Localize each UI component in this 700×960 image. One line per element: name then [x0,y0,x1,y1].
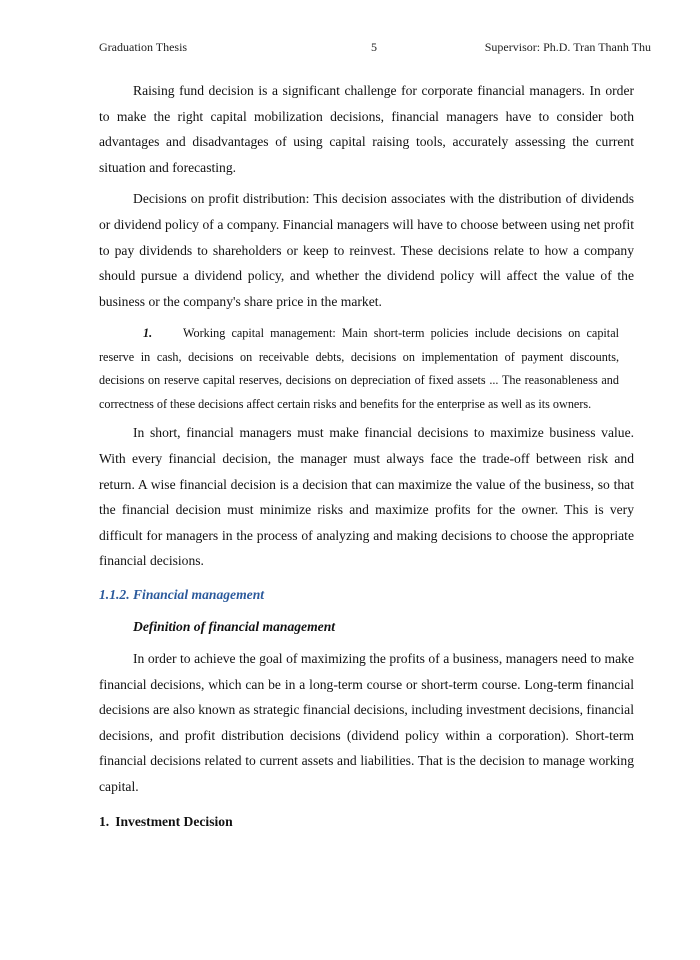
paragraph-in-short: In short, financial managers must make financial decisions to maximize business value. With every financial decision, the manager must always face the trade-off between risk and return. A wise financial decision is a decision that can maximize the value of the business, so that the financial decision must minimize risks and maximize profits for the owner. This is very difficult for managers in the process of analyzing and making decisions to choose the appropriate financial decisions. [99,425,634,569]
paragraph-profit-distribution: Decisions on profit distribution: This decision associates with the distribution of dividends or dividend policy of a company. Financial managers will have to choose between using net profit to pay dividends to shareholders or keep to reinvest. These decisions relate to how a company should pursue a dividend policy, and whether the dividend policy will affect the value of the business or the company's share price in the market. [99,191,634,309]
subsection-heading: 1.1.2. Financial management [99,586,265,602]
working-capital-item [99,322,619,416]
header-thesis-title: Graduation Thesis [99,40,188,54]
definition-heading: Definition of financial management [133,618,336,634]
paragraph-in-order: In order to achieve the goal of maximizing the profits of a business, managers need to make financial decisions, which can be in a long-term course or short-term course. Long-term financial decisions are also known as strategic financial decisions, including investment decisions, financial decisions, and profit distribution decisions (dividend policy within a corporation). Short-term financial decisions related to current assets and liabilities. That is the decision to manage working capital. [99,650,634,794]
section-title: Investment Decision [115,814,233,830]
item-text: Working capital management: Main short-term policies include decisions on capital reserve in cash, decisions on receivable debts, decisions on implementation of payment discounts, decisions on reserve capital reserves, decisions on depreciation of fixed assets ... The reasonableness and correctness of these decisions affect certain risks and benefits for the enterprise as well as its owners. [99,326,619,411]
section-number: 1. [99,814,110,830]
header-page-number: 5 [371,40,377,54]
paragraph-raising-fund: Raising fund decision is a significant challenge for corporate financial managers. In order to make the right capital mobilization decisions, financial managers have to consider both advantages and disadvantages of using capital raising tools, accurately assessing the current situation and forecasting. [99,83,634,175]
header-supervisor: Supervisor: Ph.D. Tran Thanh Thu [484,40,651,54]
section-heading [99,809,634,834]
page-body [99,78,634,834]
item-number: 1. [143,326,153,341]
page-header [99,40,651,60]
